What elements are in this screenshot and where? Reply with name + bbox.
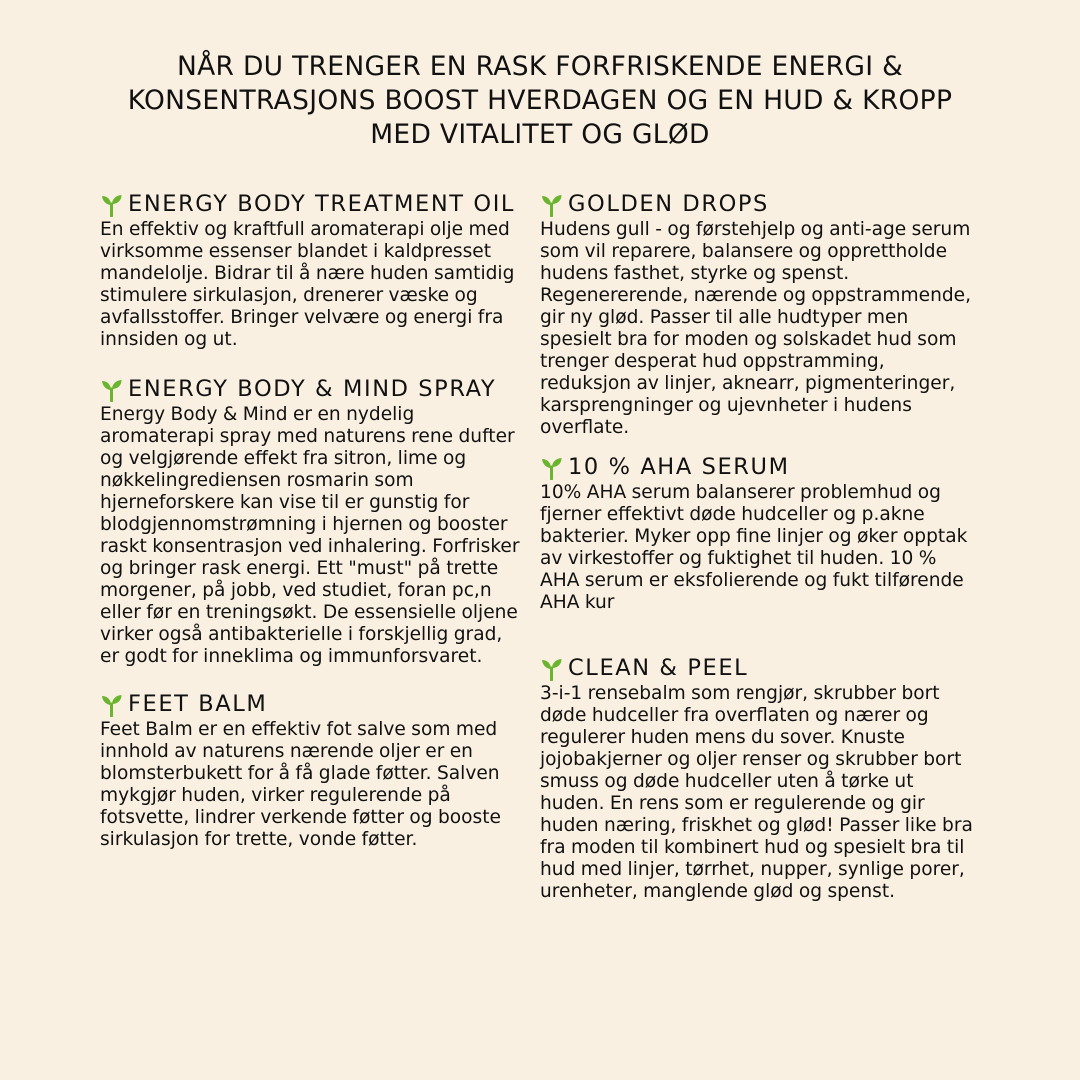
section-heading — [100, 692, 524, 717]
section-body: 10% AHA serum balanserer problemhud og fjerner effektivt døde hudceller og p.akne bakterier. Myker opp fine linjer og øker opptak av virkestoffer og fuktighet til huden. 10 % AHA serum er eksfolierende og fukt tilførende AHA kur — [540, 482, 968, 613]
heading-text: CLEAN & PEEL — [568, 655, 749, 681]
section-energy-body-treatment-oil — [100, 192, 524, 351]
sprout-icon — [100, 377, 128, 402]
heading-text: 10 % AHA SERUM — [568, 454, 790, 480]
section-body: En effektiv og kraftfull aromaterapi olje med virksomme essenser blandet i kaldpresset mandelolje. Bidrar til å nære huden samtidig stimulere sirkulasjon, drenerer væske og avfallsstoffer. Bringer velvære og energi fra innsiden og ut. — [100, 219, 515, 350]
title-line-1: NÅR DU TRENGER EN RASK FORFRISKENDE ENERGI & — [176, 51, 904, 82]
section-heading — [540, 656, 980, 681]
section-heading — [100, 377, 524, 402]
sprout-icon — [100, 692, 128, 717]
section-heading — [100, 192, 524, 217]
section-clean-peel — [540, 656, 980, 903]
section-aha-serum — [540, 455, 980, 614]
right-column — [540, 192, 980, 903]
sprout-icon — [540, 192, 568, 217]
sprout-icon — [540, 455, 568, 480]
heading-text: ENERGY BODY TREATMENT OIL — [128, 191, 516, 217]
section-body: 3-i-1 rensebalm som rengjør, skrubber bort døde hudceller fra overflaten og nærer og regulerer huden mens du sover. Knuste jojobakjerner og oljer renser og skrubber bort smuss og døde hudceller uten å tørke ut huden. En rens som er regulerende og gir huden næring, friskhet og glød! Passer like bra fra moden til kombinert hud og spesielt bra til hud med linjer, tørrhet, nupper, synlige porer, urenheter, manglende glød og spenst. — [540, 683, 973, 902]
section-heading — [540, 455, 980, 480]
section-body: Energy Body & Mind er en nydelig aromaterapi spray med naturens rene dufter og velgjørende effekt fra sitron, lime og nøkkelingrediensen rosmarin som hjerneforskere kan vise til er gunstig for blodgjennomstrømning i hjernen og booster raskt konsentrasjon ved inhalering. Forfrisker og bringer rask energi. Ett "must" på trette morgener, på jobb, ved studiet, foran pc,n eller før en treningsøkt. De essensielle oljene virker også antibakterielle i forskjellig grad, er godt for inneklima og immunforsvaret. — [100, 404, 520, 667]
title-line-2: KONSENTRASJONS BOOST HVERDAGEN OG EN HUD & KROPP — [127, 85, 953, 116]
title-line-3: MED VITALITET OG GLØD — [370, 119, 710, 150]
section-body: Feet Balm er en effektiv fot salve som med innhold av naturens nærende oljer er en blomsterbukett for å få glade føtter. Salven mykgjør huden, virker regulerende på fotsvette, lindrer verkende føtter og booste sirkulasjon for trette, vonde føtter. — [100, 719, 501, 850]
section-golden-drops — [540, 192, 980, 439]
heading-text: FEET BALM — [128, 691, 268, 717]
section-energy-body-mind-spray — [100, 377, 524, 668]
heading-text: GOLDEN DROPS — [568, 191, 769, 217]
heading-text: ENERGY BODY & MIND SPRAY — [128, 376, 497, 402]
section-feet-balm — [100, 692, 524, 851]
sprout-icon — [100, 192, 128, 217]
sprout-icon — [540, 656, 568, 681]
section-body: Hudens gull - og førstehjelp og anti-age serum som vil reparere, balansere og opprettholde hudens fasthet, styrke og spenst. Regenererende, nærende og oppstrammende, gir ny glød. Passer til alle hudtyper men spesielt bra for moden og solskadet hud som trenger desperat hud oppstramming, reduksjon av linjer, aknearr, pigmenteringer, karsprengninger og ujevnheter i hudens overflate. — [540, 219, 972, 438]
page-title — [40, 50, 1040, 152]
section-heading — [540, 192, 980, 217]
left-column — [100, 192, 524, 851]
